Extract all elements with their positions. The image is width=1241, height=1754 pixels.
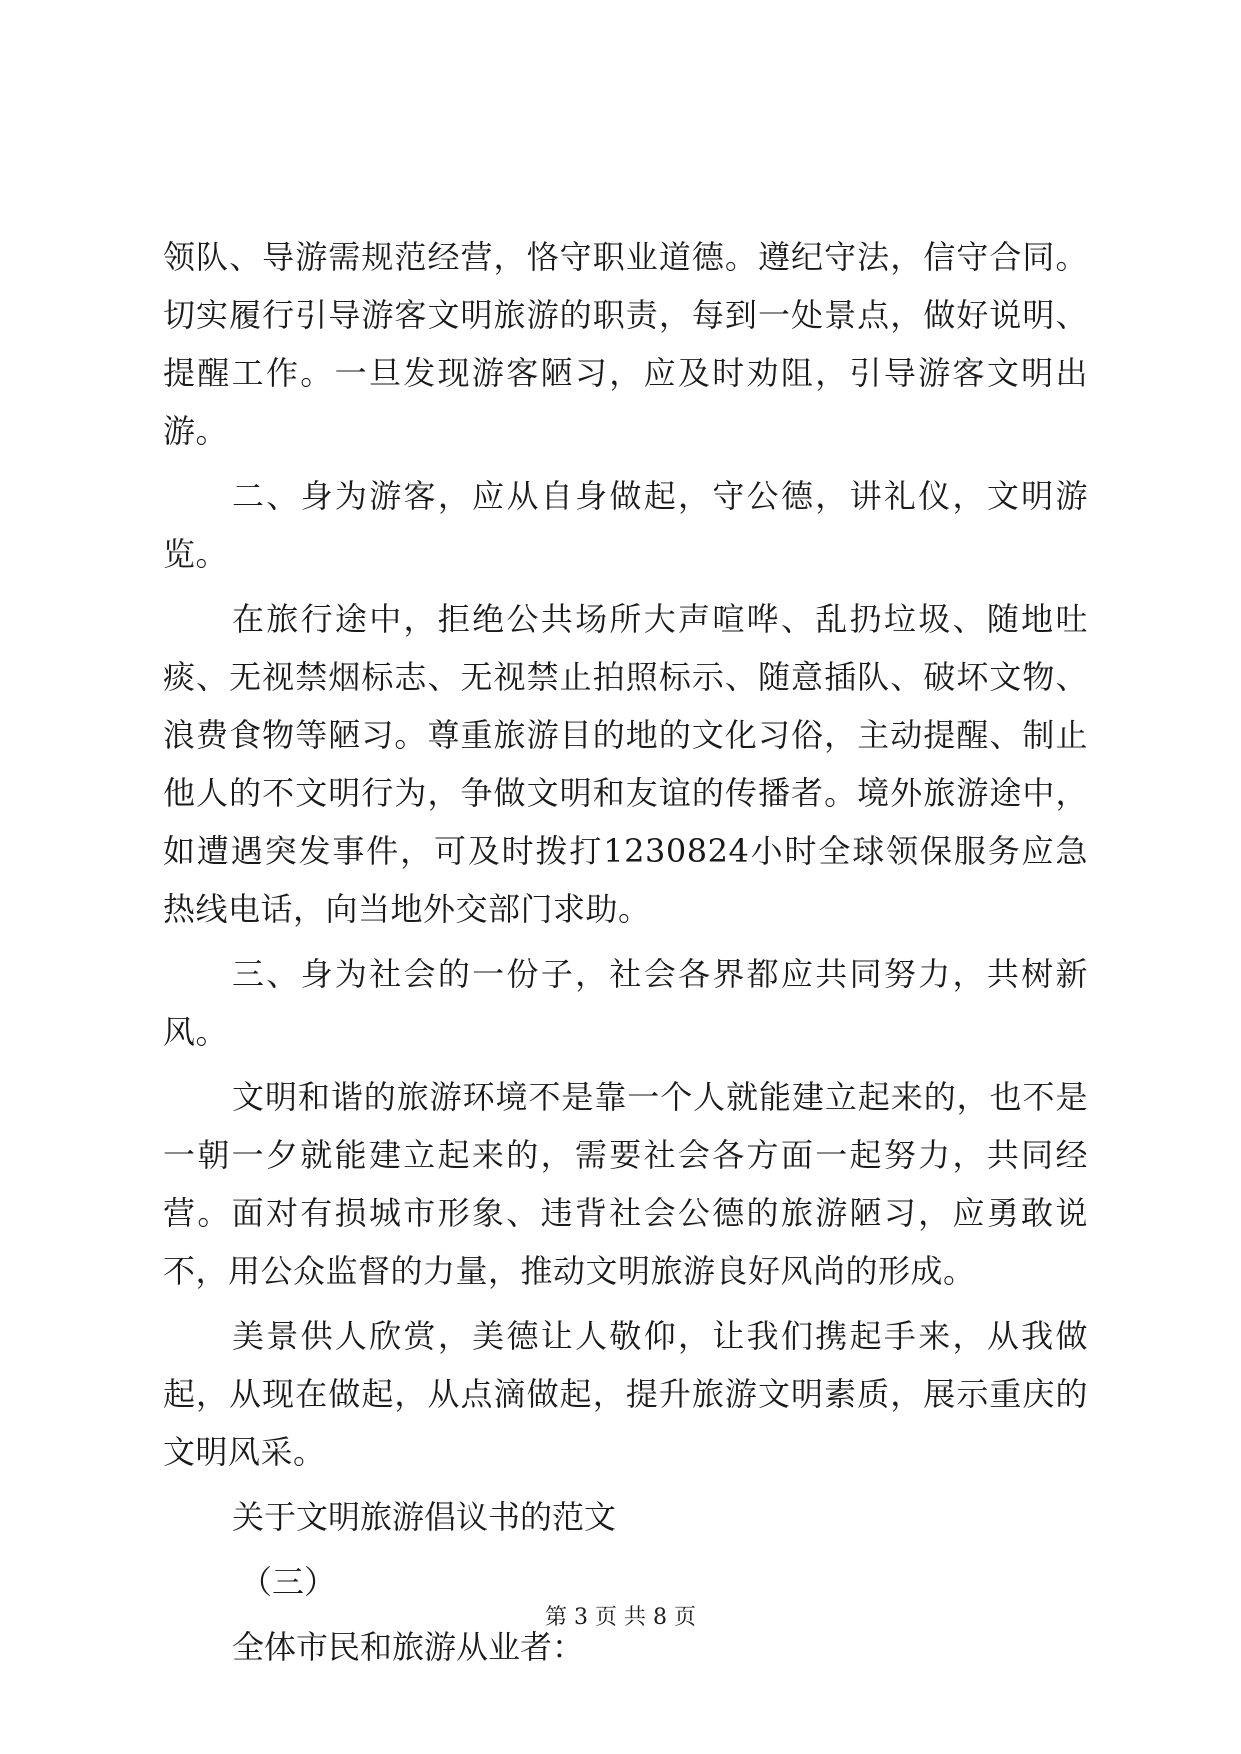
page-number-label: 第 3 页 共 8 页: [545, 1605, 696, 1630]
paragraph-spacer: [163, 583, 1088, 590]
paragraph-spacer: [163, 1481, 1088, 1488]
paragraph-spacer: [163, 460, 1088, 467]
paragraph-society-effort: 文明和谐的旅游环境不是靠一个人就能建立起来的，也不是一朝一夕就能建立起来的，需要社会各方面一起努力，共同经营。面对有损城市形象、违背社会公德的旅游陋习，应勇敢说不，用公众监督的力量，推动文明旅游良好风尚的形成。: [163, 1078, 1088, 1290]
paragraph-guide-duties: 领队、导游需规范经营，恪守职业道德。遵纪守法，信守合同。切实履行引导游客文明旅游的职责，每到一处景点，做好说明、提醒工作。一旦发现游客陋习，应及时劝阻，引导游客文明出游。: [163, 238, 1088, 450]
paragraph-tourist-conduct: 在旅行途中，拒绝公共场所大声喧哗、乱扔垃圾、随地吐痰、无视禁烟标志、无视禁止拍照标示、随意插队、破坏文物、浪费食物等陋习。尊重旅游目的地的文化习俗，主动提醒、制止他人的不文明行为，争做文明和友谊的传播者。境外旅游途中，如遭遇突发事件，可及时拨打1230824小时全球领保服务应急热线电话，向当地外交部门求助。: [163, 600, 1088, 928]
paragraph-spacer: [163, 1061, 1088, 1068]
paragraph-spacer: [163, 1300, 1088, 1307]
section-number: （三）: [240, 1563, 337, 1601]
heading-society-section: 三、身为社会的一份子，社会各界都应共同努力，共树新风。: [163, 955, 1088, 1051]
paragraph-closing-appeal: 美景供人欣赏，美德让人敬仰，让我们携起手来，从我做起，从现在做起，从点滴做起，提升旅游文明素质，展示重庆的文明风采。: [163, 1317, 1088, 1471]
page-footer: [0, 1603, 1241, 1633]
salutation: 全体市民和旅游从业者：: [232, 1628, 585, 1666]
heading-tourist-section: 二、身为游客，应从自身做起，守公德，讲礼仪，文明游览。: [163, 477, 1088, 573]
paragraph-spacer: [163, 1546, 1088, 1553]
document-title: 关于文明旅游倡议书的范文: [232, 1498, 617, 1536]
document-body: [163, 228, 1088, 1676]
paragraph-spacer: [163, 938, 1088, 945]
